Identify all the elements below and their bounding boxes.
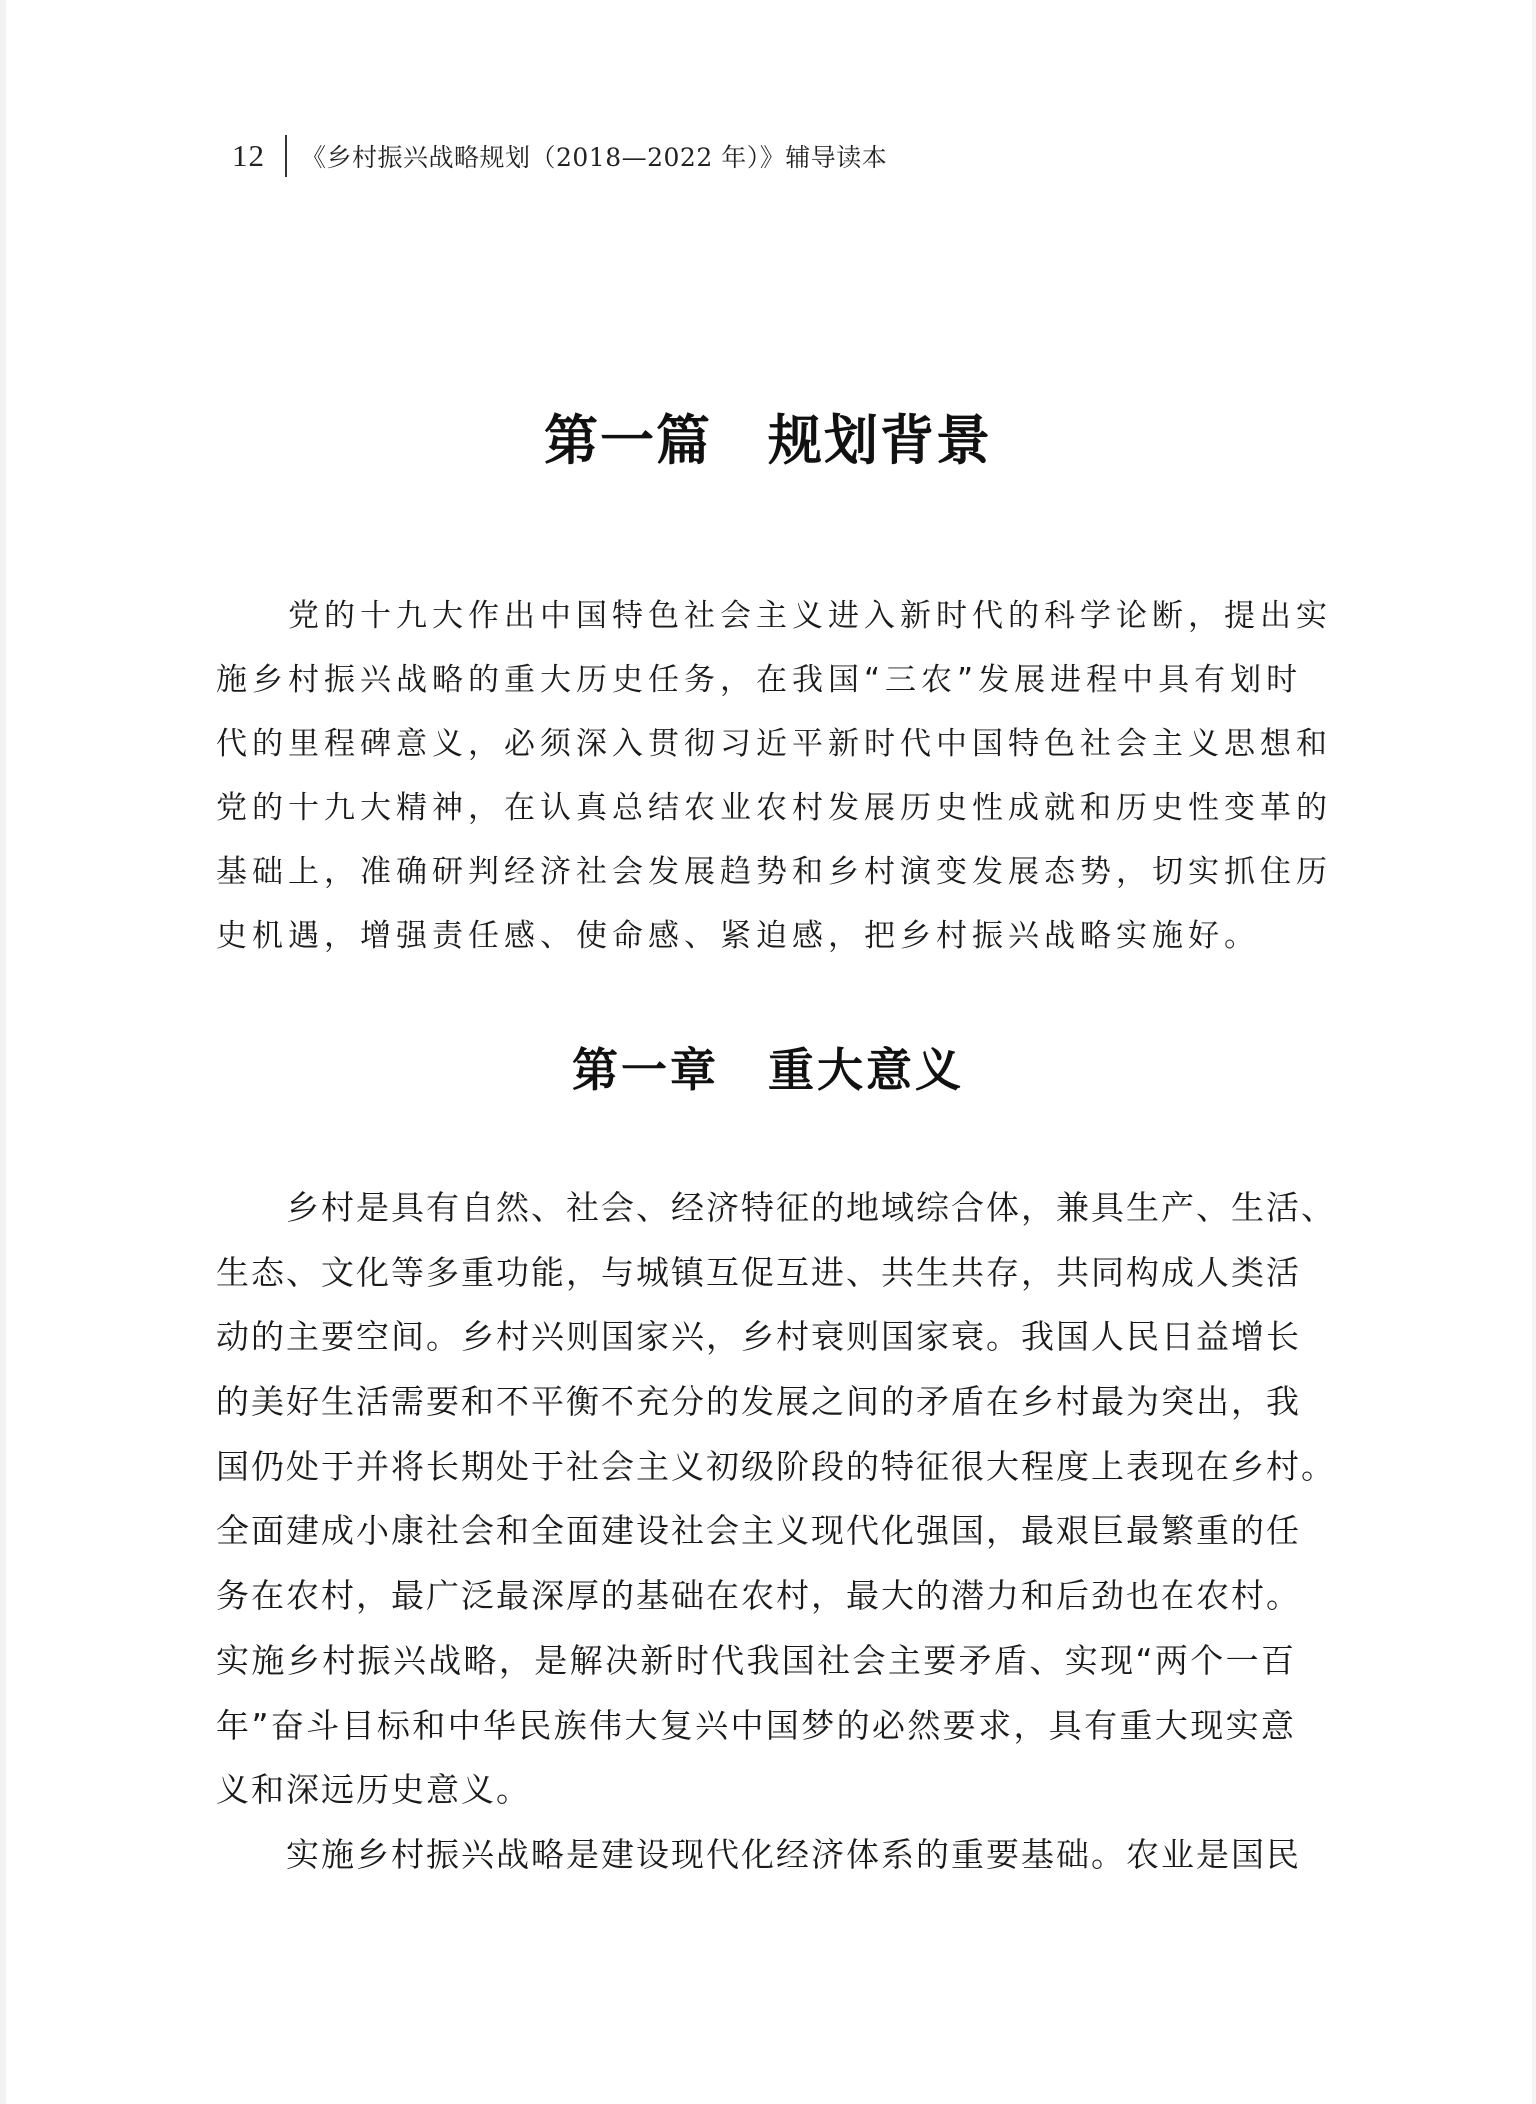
- intro-line: 基础上，准确研判经济社会发展趋势和乡村演变发展态势，切实抓住历: [216, 854, 1332, 890]
- body-line: 务在农村，最广泛最深厚的基础在农村，最大的潜力和后劲也在农村。: [216, 1576, 1301, 1616]
- intro-paragraph: [216, 584, 1332, 968]
- body-line: 义和深远历史意义。: [216, 1770, 531, 1810]
- intro-line: 史机遇，增强责任感、使命感、紧迫感，把乡村振兴战略实施好。: [216, 918, 1260, 954]
- intro-line: 代的里程碑意义，必须深入贯彻习近平新时代中国特色社会主义思想和: [216, 726, 1332, 762]
- running-header: [232, 134, 887, 178]
- body-line: 实施乡村振兴战略是建设现代化经济体系的重要基础。农业是国民: [216, 1834, 1301, 1874]
- body-line: 全面建成小康社会和全面建设社会主义现代化强国，最艰巨最繁重的任: [216, 1511, 1301, 1551]
- part-title: 第一篇 规划背景: [544, 408, 992, 472]
- body-line: 动的主要空间。乡村兴则国家兴，乡村衰则国家衰。我国人民日益增长: [216, 1317, 1301, 1357]
- body-line: 实施乡村振兴战略，是解决新时代我国社会主要矛盾、实现“两个一百: [216, 1640, 1296, 1680]
- body-line: 生态、文化等多重功能，与城镇互促互进、共生共存，共同构成人类活: [216, 1252, 1301, 1292]
- intro-line: 党的十九大精神，在认真总结农业农村发展历史性成就和历史性变革的: [216, 790, 1332, 826]
- body-line: 年”奋斗目标和中华民族伟大复兴中国梦的必然要求，具有重大现实意: [216, 1705, 1296, 1745]
- intro-line: 党的十九大作出中国特色社会主义进入新时代的科学论断，提出实: [216, 598, 1332, 634]
- page-number: 12: [232, 138, 265, 173]
- chapter-body: [216, 1176, 1336, 1888]
- intro-line: 施乡村振兴战略的重大历史任务，在我国“三农”发展进程中具有划时: [216, 662, 1303, 698]
- chapter-title: 第一章 重大意义: [572, 1043, 964, 1097]
- body-line: 国仍处于并将长期处于社会主义初级阶段的特征很大程度上表现在乡村。: [216, 1446, 1336, 1486]
- body-line: 乡村是具有自然、社会、经济特征的地域综合体，兼具生产、生活、: [216, 1188, 1336, 1227]
- book-title: 《乡村振兴战略规划（2018—2022 年）》辅导读本: [301, 143, 888, 172]
- body-line: 的美好生活需要和不平衡不充分的发展之间的矛盾在乡村最为突出，我: [216, 1382, 1301, 1422]
- header-divider: [285, 135, 287, 177]
